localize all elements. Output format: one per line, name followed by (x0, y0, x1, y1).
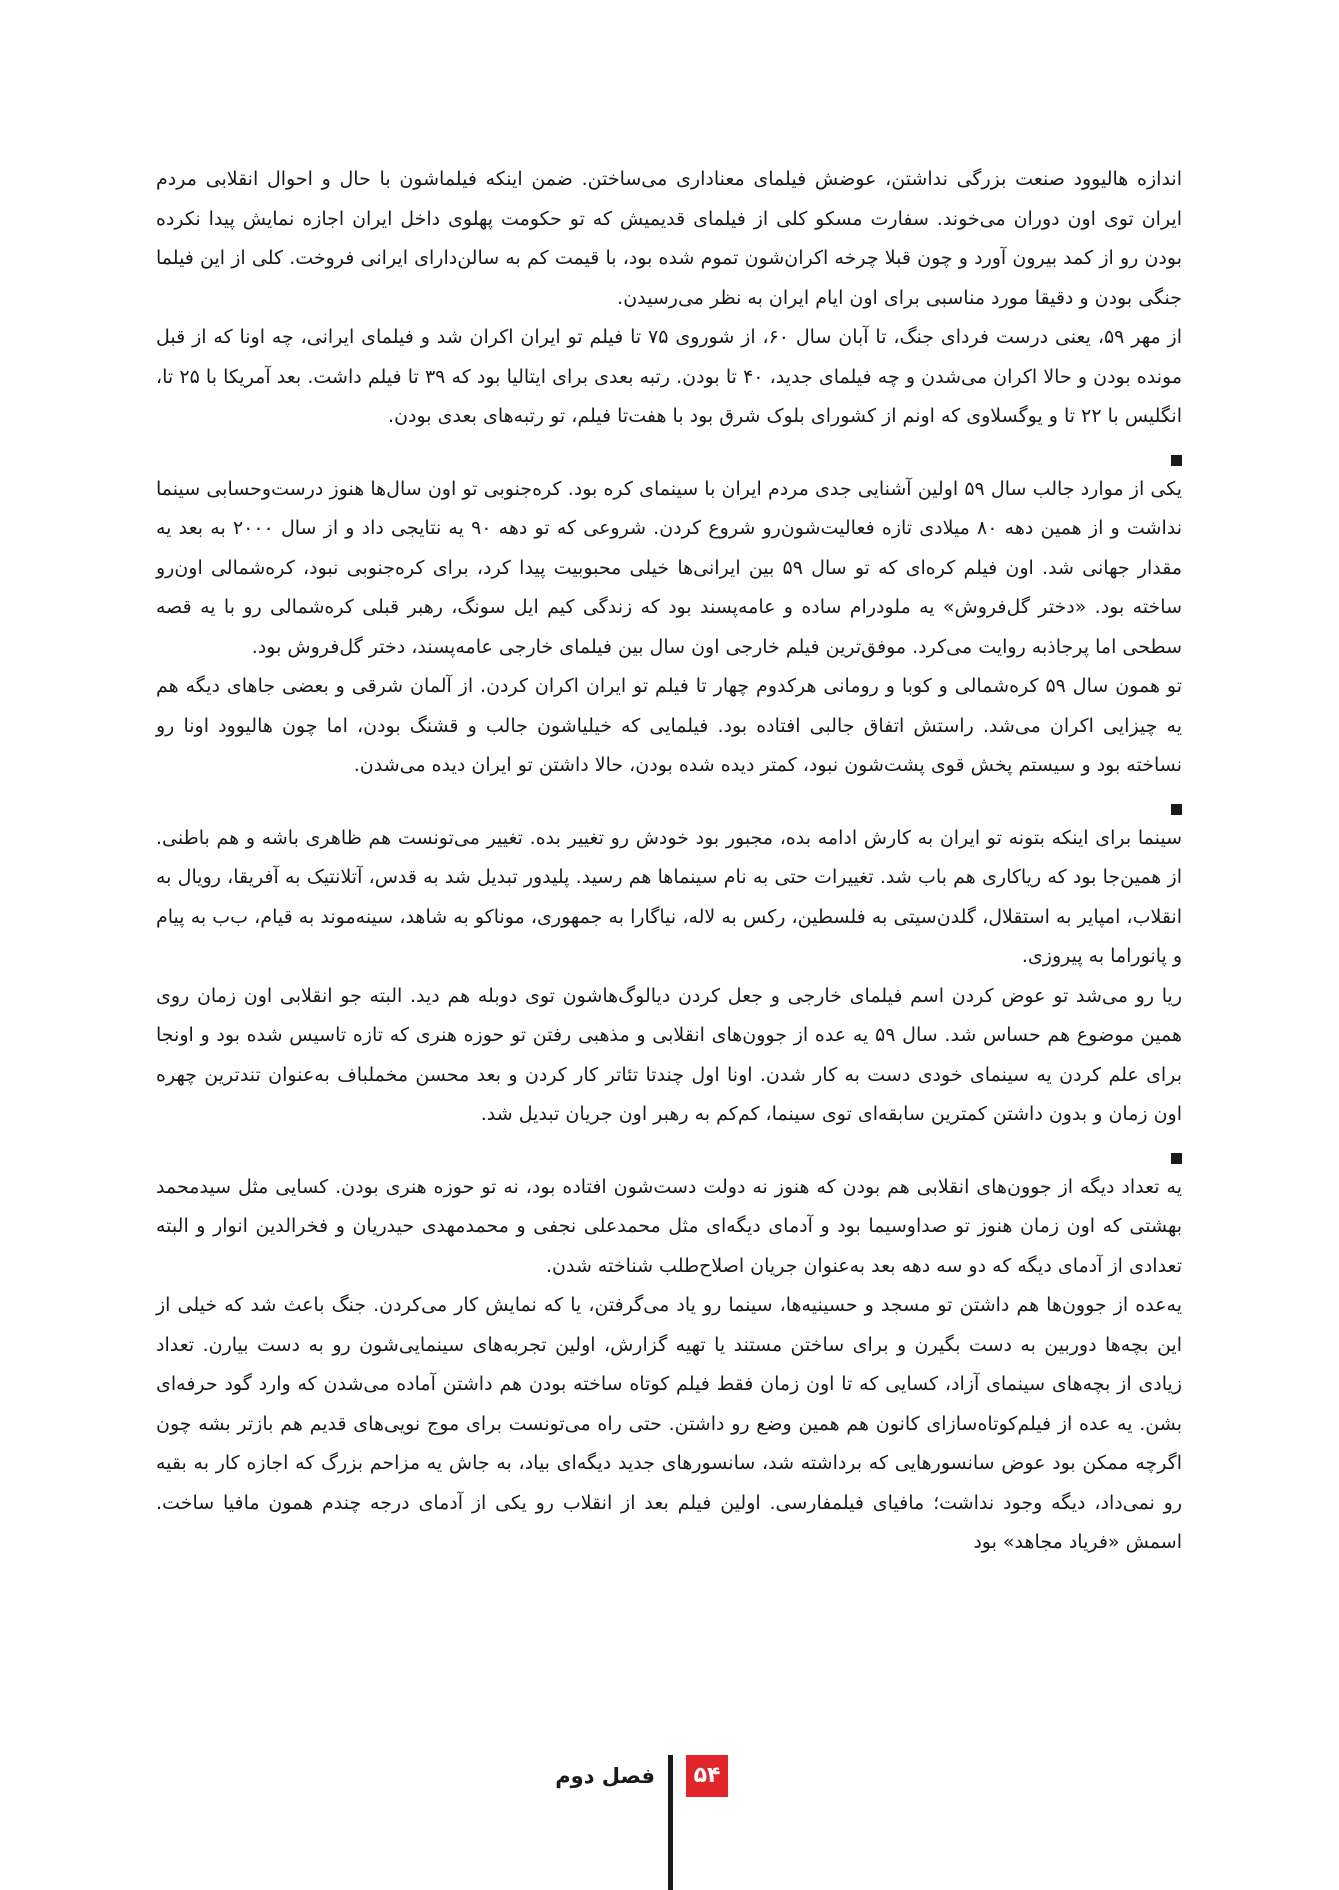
paragraph: از مهر ۵۹، یعنی درست فردای جنگ، تا آبان سال ۶۰، از شوروی ۷۵ تا فیلم تو ایران اکران شد و فیلمای ایرانی، چه اونا که از قبل مونده بودن و حالا اکران می‌شدن و چه فیلمای جدید، ۴۰ تا بودن. رتبه بعدی برای ایتالیا بود که ۳۹ تا فیلم داشت. بعد آمریکا با ۲۵ تا، انگلیس با ۲۲ تا و یوگسلاوی که اونم از کشورای بلوک شرق بود با هفت‌تا فیلم، تو رتبه‌های بعدی بودن. (156, 326, 1183, 427)
section-marker-icon (1171, 1153, 1182, 1164)
page-number-badge: ۵۴ (686, 1755, 728, 1797)
paragraph: اندازه هالیوود صنعت بزرگی نداشتن، عوضش فیلمای معناداری می‌ساختن. ضمن اینکه فیلماشون با حال و احوال انقلابی مردم ایران توی اون دوران می‌خوند. سفارت مسکو کلی از فیلمای قدیمیش که تو حکومت پهلوی داخل ایران اجازه نمایش پیدا نکرده بودن رو از کمد بیرون آورد و چون قبلا چرخه اکران‌شون تموم شده بود، با قیمت کم به سالن‌دارای ایرانی فروخت. کلی از این فیلما جنگی بودن و دقیقا مورد مناسبی برای اون ایام ایران به نظر می‌رسیدن. (156, 168, 1182, 309)
chapter-title: فصل دوم (555, 1764, 655, 1788)
text-section (156, 804, 1182, 1135)
text-section (156, 455, 1182, 786)
page-footer (0, 1755, 1339, 1890)
paragraph: یکی از موارد جالب سال ۵۹ اولین آشنایی جدی مردم ایران با سینمای کره بود. کره‌جنوبی تو اون سال‌ها هنوز درست‌وحسابی سینما نداشت و از همین دهه ۸۰ میلادی تازه فعالیت‌شون‌رو شروع کردن. شروعی که تو دهه ۹۰ یه نتایجی داد و از سال ۲۰۰۰ به بعد یه مقدار جهانی شد. اون فیلم کره‌ای که تو سال ۵۹ بین ایرانی‌ها خیلی محبوبیت پیدا کرد، برای کره‌جنوبی نبود، کره‌شمالی اون‌رو ساخته بود. «دختر گل‌فروش» یه ملودرام ساده و عامه‌پسند بود که زندگی کیم ایل سونگ، رهبر قبلی کره‌شمالی رو با یه قصه سطحی اما پرجاذبه روایت می‌کرد. موفق‌ترین فیلم خارجی اون سال بین فیلمای خارجی عامه‌پسند، دختر گل‌فروش بود. (156, 477, 1183, 658)
paragraph: تو همون سال ۵۹ کره‌شمالی و کوبا و رومانی هرکدوم چهار تا فیلم تو ایران اکران کردن. از آلمان شرقی و بعضی جاهای دیگه هم یه چیزایی اکران می‌شد. راستش اتفاق جالبی افتاده بود. فیلمایی که خیلیاشون جالب و قشنگ بودن، اما چون هالیوود اونا رو نساخته بود و سیستم پخش قوی پشت‌شون نبود، کمتر دیده شده بودن، حالا داشتن تو ایران دیده می‌شدن. (156, 675, 1182, 776)
footer-divider (668, 1755, 673, 1890)
paragraph: سینما برای اینکه بتونه تو ایران به کارش ادامه بده، مجبور بود خودش رو تغییر بده. تغییر می‌تونست هم ظاهری باشه و هم باطنی. از همین‌جا بود که ریاکاری هم باب شد. تغییرات حتی به نام سینماها هم رسید. پلیدور تبدیل شد به قدس، آتلانتیک به آفریقا، رویال به انقلاب، امپایر به استقلال، گلدن‌سیتی به فلسطین، رکس به لاله، نیاگارا به جمهوری، موناکو به شاهد، سینه‌موند به قیام، ب‌ب به پیام و پانوراما به پیروزی. (156, 826, 1182, 967)
section-marker-icon (1171, 804, 1182, 815)
paragraph: یه‌عده از جوون‌ها هم داشتن تو مسجد و حسینیه‌ها، سینما رو یاد می‌گرفتن، یا که نمایش کار می‌کردن. جنگ باعث شد که خیلی از این بچه‌ها دوربین به دست بگیرن و برای ساختن مستند یا تهیه گزارش، اولین تجربه‌های سینمایی‌شون رو به دست بیارن. تعداد زیادی از بچه‌های سینمای آزاد، کسایی که تا اون زمان فقط فیلم کوتاه ساخته بودن هم داشتن آماده می‌شدن که وارد گود حرفه‌ای بشن. یه عده از فیلم‌کوتاه‌سازای کانون هم همین وضع رو داشتن. حتی راه می‌تونست برای موج نویی‌های قدیم هم بازتر بشه چون اگرچه ممکن بود عوض سانسورهایی که برداشته شد، سانسورهای جدید دیگه‌ای بیاد، به جاش یه مزاحم بزرگ که اجازه کار به بقیه رو نمی‌داد، دیگه وجود نداشت؛ مافیای فیلمفارسی. اولین فیلم بعد از انقلاب رو یکی از آدمای درجه چندم همون مافیا ساخت. اسمش «فریاد مجاهد» بود (156, 1294, 1182, 1553)
text-section (156, 1153, 1182, 1563)
section-marker-icon (1171, 455, 1182, 466)
text-section (156, 160, 1182, 437)
paragraph: یه تعداد دیگه از جوون‌های انقلابی هم بودن که هنوز نه دولت دست‌شون افتاده بود، نه تو حوزه هنری بودن. کسایی مثل سیدمحمد بهشتی که اون زمان هنوز تو صداوسیما بود و آدمای دیگه‌ای مثل محمدعلی نجفی و محمدمهدی حیدریان و فخرالدین انوار و البته تعدادی از آدمای دیگه که دو سه دهه بعد به‌عنوان جریان اصلاح‌طلب شناخته شدن. (156, 1175, 1182, 1277)
paragraph: ریا رو می‌شد تو عوض کردن اسم فیلمای خارجی و جعل کردن دیالوگ‌هاشون توی دوبله هم دید. البته جو انقلابی اون زمان روی همین موضوع هم حساس شد. سال ۵۹ یه عده از جوون‌های انقلابی و مذهبی رفتن تو حوزه هنری که تازه تاسیس شده بود و اونجا برای علم کردن یه سینمای خودی دست به کار شدن. اونا اول چندتا تئاتر کار کردن و بعد محسن مخملباف به‌عنوان تندترین چهره اون زمان و بدون داشتن کمترین سابقه‌ای توی سینما، کم‌کم به رهبر اون جریان تبدیل شد. (156, 984, 1182, 1125)
page-body (156, 160, 1182, 1563)
